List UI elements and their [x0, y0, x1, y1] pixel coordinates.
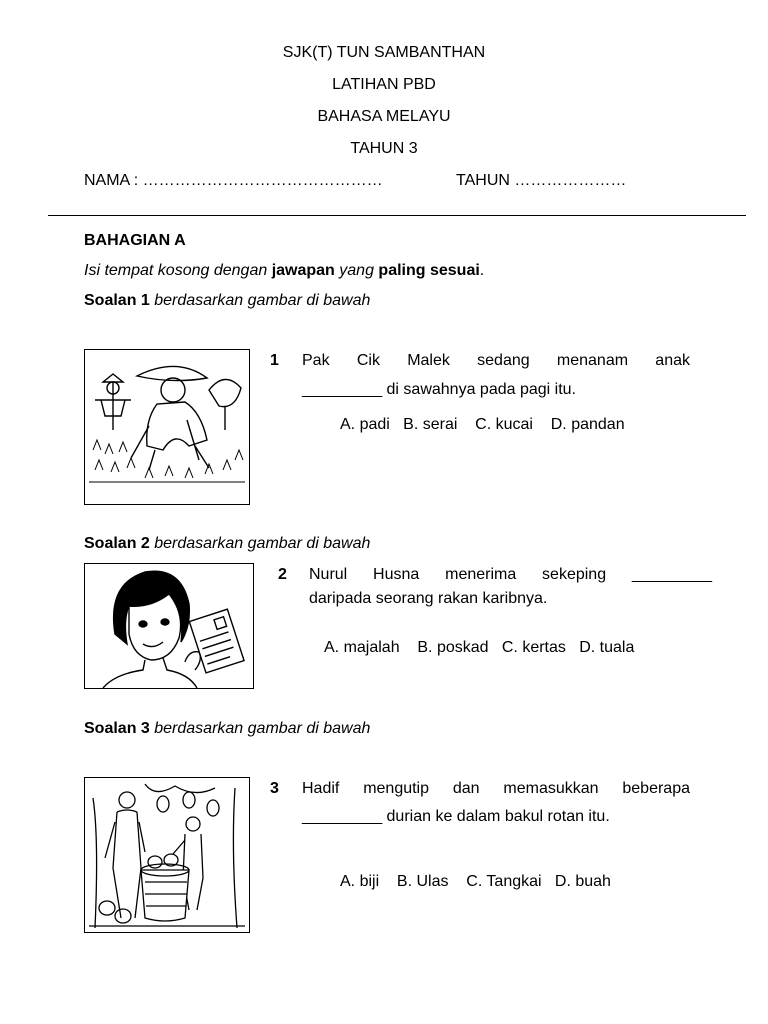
- answer-options: A. majalah B. poskad C. kertas D. tuala: [324, 639, 635, 656]
- question-heading-label: Soalan 1: [84, 292, 150, 309]
- subject-title: BAHASA MELAYU: [317, 108, 451, 125]
- question-heading-text: berdasarkan gambar di bawah: [149, 535, 371, 552]
- instruction-part: .: [479, 262, 485, 279]
- year-field: TAHUN …………………: [456, 172, 627, 189]
- question-text-line2: _________ durian ke dalam bakul rotan itu.: [302, 808, 610, 825]
- worksheet-title: LATIHAN PBD: [332, 76, 436, 93]
- question-text-line1: Hadif mengutip dan memasukkan beberapa: [302, 780, 690, 797]
- question-heading: [84, 292, 370, 310]
- question-text-line2: daripada seorang rakan karibnya.: [309, 590, 548, 607]
- instruction-part: Isi tempat kosong dengan: [84, 262, 272, 279]
- school-name: SJK(T) TUN SAMBANTHAN: [282, 44, 486, 61]
- section-title: BAHAGIAN A: [84, 232, 186, 249]
- name-field: NAMA : ………………………………………: [84, 172, 383, 189]
- year-title: TAHUN 3: [350, 140, 418, 157]
- instruction-part: jawapan: [271, 262, 335, 279]
- question-text-line1: Nurul Husna menerima sekeping _________: [309, 566, 712, 583]
- girl-holding-postcard-image: [84, 563, 254, 689]
- question-number: 2: [278, 566, 287, 583]
- divider-line: [48, 215, 746, 216]
- question-text-line1: Pak Cik Malek sedang menanam anak: [302, 352, 690, 369]
- durian-collecting-basket-image: [84, 777, 250, 933]
- question-heading-text: berdasarkan gambar di bawah: [149, 292, 371, 309]
- question-heading-label: Soalan 3: [84, 720, 150, 737]
- section-instruction: [84, 262, 484, 280]
- question-heading-text: berdasarkan gambar di bawah: [149, 720, 371, 737]
- question-number: 1: [270, 352, 279, 369]
- instruction-part: yang: [334, 262, 379, 279]
- question-heading-label: Soalan 2: [84, 535, 150, 552]
- answer-options: A. biji B. Ulas C. Tangkai D. buah: [340, 873, 611, 890]
- instruction-part: paling sesuai: [378, 262, 480, 279]
- question-number: 3: [270, 780, 279, 797]
- question-heading: [84, 720, 370, 738]
- farmer-planting-rice-image: [84, 349, 250, 505]
- question-heading: [84, 535, 370, 553]
- answer-options: A. padi B. serai C. kucai D. pandan: [340, 416, 625, 433]
- question-text-line2: _________ di sawahnya pada pagi itu.: [302, 381, 576, 398]
